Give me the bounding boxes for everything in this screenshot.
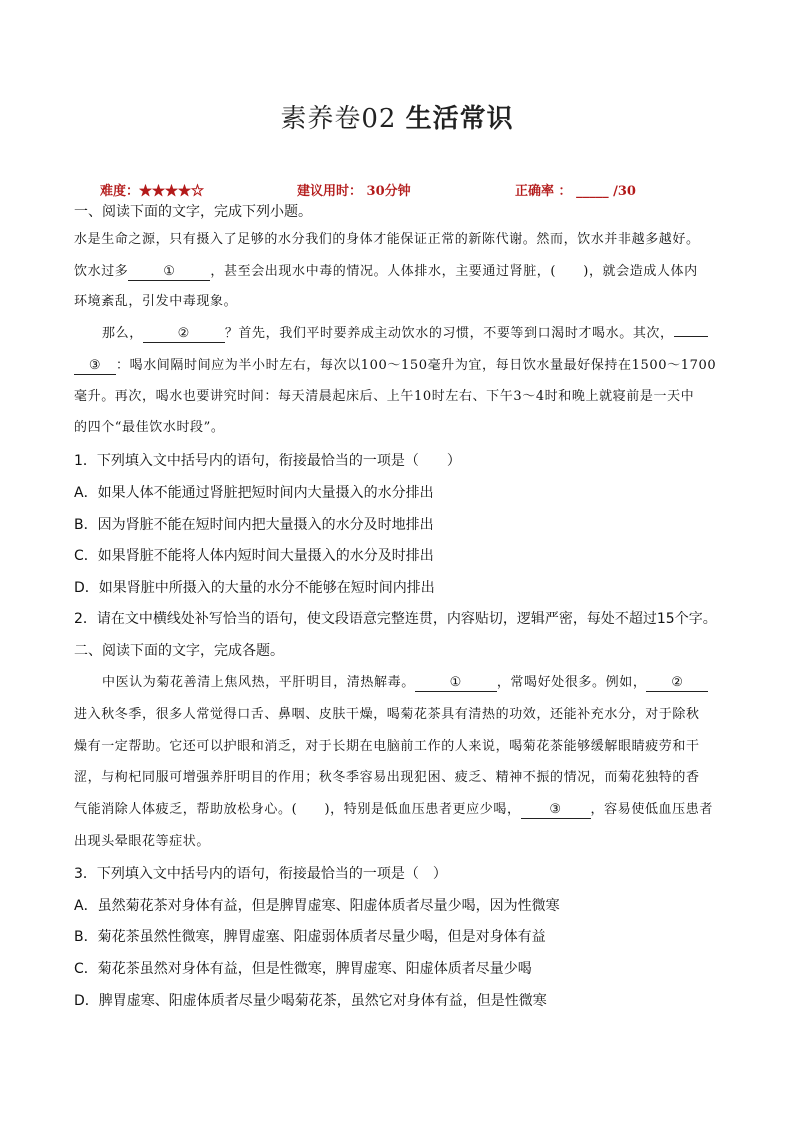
passage2-line3: 毫升。再次，喝水也要讲究时间：每天清晨起床后、上午10时左右、下午3～4时和晚上就寝前是一天中	[74, 389, 695, 404]
q3-option-d[interactable]: D．脾胃虚寒、阳虚体质者尽量少喝菊花茶，虽然它对身体有益，但是性微寒	[74, 993, 547, 1009]
q1-option-a[interactable]: A．如果人体不能通过肾脏把短时间内大量摄入的水分排出	[74, 485, 434, 501]
blank-s2-1[interactable]: ①	[415, 675, 497, 692]
passage1-line1: 水是生命之源，只有摄入了足够的水分我们的身体才能保证正常的新陈代谢。然而，饮水并非越多越好。	[74, 232, 700, 247]
q1-option-b[interactable]: B．因为肾脏不能在短时间内把大量摄入的水分及时地排出	[74, 517, 434, 533]
passage3-line6: 出现头晕眼花等症状。	[74, 834, 211, 849]
accuracy-blank: _____	[576, 184, 609, 199]
passage2-line2: ③ ：喝水间隔时间应为半小时左右，每次以100～150毫升为宜，每日饮水量最好保持在1500～1700	[74, 356, 722, 376]
q3-option-a[interactable]: A．虽然菊花茶对身体有益，但是脾胃虚寒、阳虚体质者尽量少喝，因为性微寒	[74, 898, 560, 914]
blank-s2-3[interactable]: ③	[521, 802, 591, 819]
title-bold: 生活常识	[405, 104, 514, 134]
passage3-line4: 涩，与枸杞同服可增强养肝明目的作用；秋冬季容易出现犯困、疲乏、精神不振的情况，而菊花独特的香	[74, 770, 700, 785]
passage2-line1: 那么， ② ？首先，我们平时要养成主动饮水的习惯，不要等到口渴时才喝水。其次，	[102, 324, 722, 344]
q1-option-d[interactable]: D．如果肾脏中所摄入的大量的水分不能够在短时间内排出	[74, 580, 435, 596]
section2-heading: 二、阅读下面的文字，完成各题。	[74, 643, 284, 659]
blank-3[interactable]: ③	[74, 358, 116, 375]
passage1-line3: 环境紊乱，引发中毒现象。	[74, 294, 238, 309]
passage3-line3: 燥有一定帮助。它还可以护眼和消乏，对于长期在电脑前工作的人来说，喝菊花茶能够缓解眼睛疲劳和干	[74, 739, 700, 754]
q3-option-b[interactable]: B．菊花茶虽然性微寒，脾胃虚塞、阳虚弱体质者尽量少喝，但是对身体有益	[74, 929, 546, 945]
blank-s2-2[interactable]: ②	[646, 675, 708, 692]
difficulty-info	[100, 180, 204, 199]
blank-3-start	[674, 336, 708, 337]
passage2-line4: 的四个“最佳饮水时段”。	[74, 420, 225, 435]
accuracy-total: /30	[613, 184, 636, 199]
q3-stem: 3．下列填入文中括号内的语句，衔接最恰当的一项是（ ）	[74, 866, 447, 882]
q3-option-c[interactable]: C．菊花茶虽然对身体有益，但是性微寒，脾胃虚寒、阳虚体质者尽量少喝	[74, 961, 532, 977]
accuracy-info	[515, 180, 636, 199]
passage1-line2: 饮水过多 ① ，甚至会出现水中毒的情况。人体排水，主要通过肾脏，( )，就会造成人体内	[74, 264, 698, 279]
document-title	[0, 98, 794, 135]
blank-2[interactable]: ②	[143, 326, 225, 343]
time-info	[297, 180, 411, 199]
time-value: 30分钟	[366, 184, 411, 199]
q2-stem: 2．请在文中横线处补写恰当的语句，使文段语意完整连贯，内容贴切，逻辑严密，每处不超过15个字。	[74, 611, 717, 627]
passage3-line5: 气能消除人体疲乏，帮助放松身心。( )，特别是低血压患者更应少喝， ③ ，容易使低血压患者	[74, 802, 713, 817]
time-label: 建议用时：	[297, 184, 363, 199]
passage3-line2: 进入秋冬季，很多人常觉得口舌、鼻咽、皮肤干燥，喝菊花茶具有清热的功效，还能补充水分，对于除秋	[74, 707, 700, 722]
difficulty-label: 难度：	[100, 184, 140, 199]
q1-option-c[interactable]: C．如果肾脏不能将人体内短时间大量摄入的水分及时排出	[74, 548, 434, 564]
accuracy-label: 正确率 ：	[515, 184, 572, 199]
difficulty-stars: ★★★★☆	[139, 184, 205, 199]
passage3-line1: 中医认为菊花善清上焦风热，平肝明目，清热解毒。 ① ，常喝好处很多。例如， ②	[102, 673, 722, 693]
title-normal: 素养卷02	[280, 104, 397, 134]
q1-stem: 1．下列填入文中括号内的语句，衔接最恰当的一项是（ ）	[74, 453, 461, 469]
blank-1[interactable]: ①	[128, 264, 210, 281]
section1-heading: 一、阅读下面的文字，完成下列小题。	[74, 204, 312, 220]
